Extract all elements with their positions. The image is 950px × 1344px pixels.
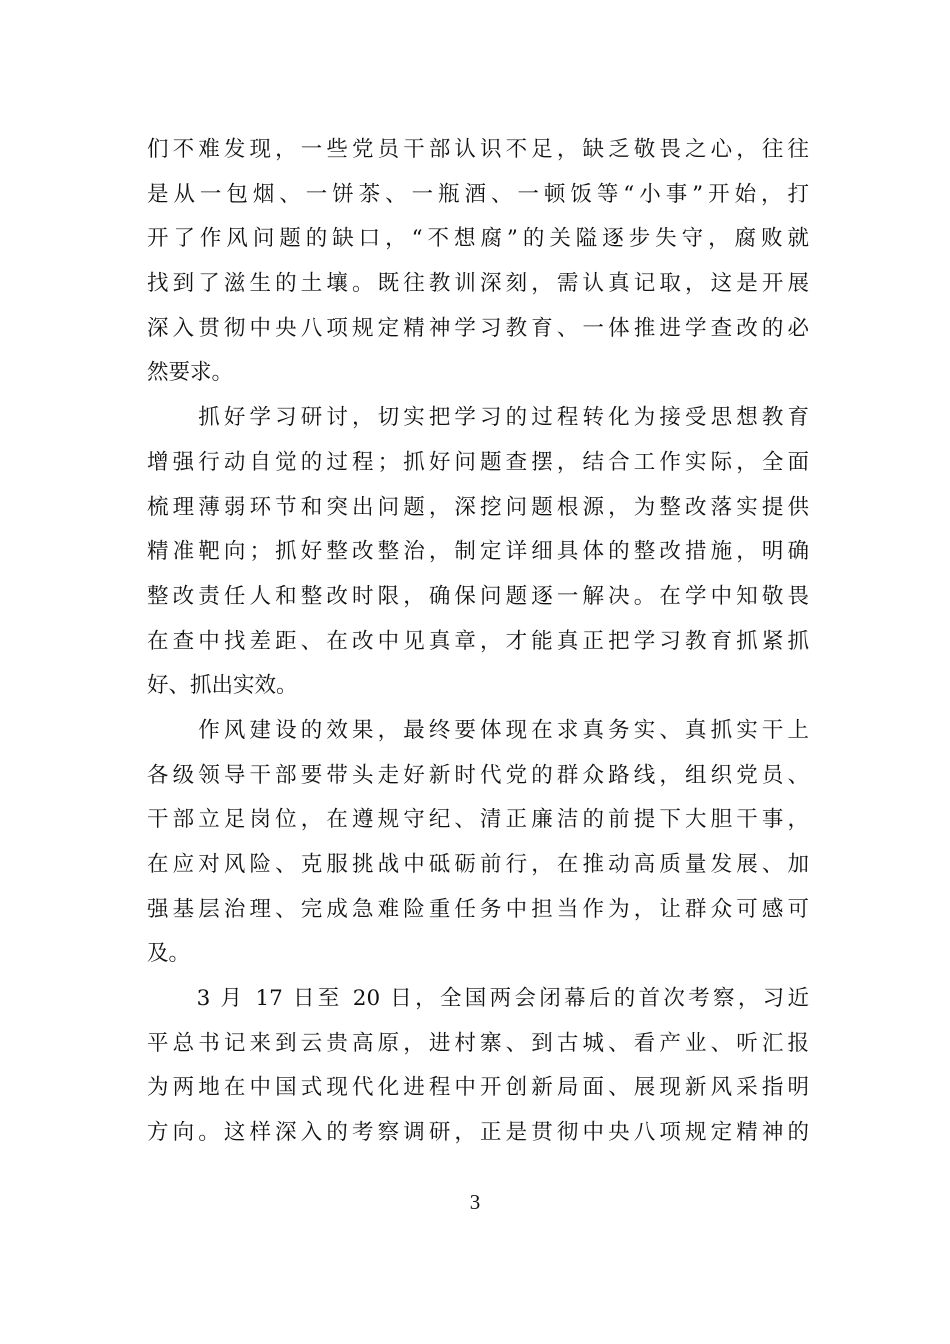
- text-line: 们不难发现，一些党员干部认识不足，缺乏敬畏之心，往往: [147, 137, 809, 162]
- text-line: 及。: [147, 941, 191, 967]
- text-line: 整改责任人和整改时限，确保问题逐一解决。在学中知敬畏: [147, 583, 809, 609]
- text-line: 平总书记来到云贵高原，进村寨、到古城、看产业、听汇报: [147, 1030, 809, 1056]
- text-line: 然要求。: [147, 360, 234, 386]
- text-line: 深入贯彻中央八项规定精神学习教育、一体推进学查改的必: [147, 315, 809, 341]
- text-line: 作风建设的效果，最终要体现在求真务实、真抓实干上: [147, 717, 809, 743]
- text-line: 梳理薄弱环节和突出问题，深挖问题根源，为整改落实提供: [147, 494, 809, 520]
- text-line: 在查中找差距、在改中见真章，才能真正把学习教育抓紧抓: [147, 628, 809, 654]
- text-line: 强基层治理、完成急难险重任务中担当作为，让群众可感可: [147, 896, 809, 922]
- text-line: 好、抓出实效。: [147, 673, 298, 699]
- text-line: 开了作风问题的缺口，“不想腐”的关隘逐步失守，腐败就: [147, 226, 809, 252]
- text-line: 抓好学习研讨，切实把学习的过程转化为接受思想教育: [147, 405, 809, 431]
- page-number: 3: [469, 1190, 481, 1214]
- text-line: 找到了滋生的土壤。既往教训深刻，需认真记取，这是开展: [147, 271, 809, 297]
- text-line: 方向。这样深入的考察调研，正是贯彻中央八项规定精神的: [147, 1120, 809, 1146]
- body-text: [147, 128, 809, 1156]
- text-line: 干部立足岗位，在遵规守纪、清正廉洁的前提下大胆干事，: [147, 807, 809, 833]
- text-line: 是从一包烟、一饼茶、一瓶酒、一顿饭等“小事”开始，打: [147, 181, 809, 207]
- text-line: 3 月 17 日至 20 日，全国两会闭幕后的首次考察，习近: [147, 986, 809, 1012]
- text-line: 在应对风险、克服挑战中砥砺前行，在推动高质量发展、加: [147, 852, 809, 877]
- text-line: 各级领导干部要带头走好新时代党的群众路线，组织党员、: [147, 762, 809, 788]
- text-line: 精准靶向；抓好整改整治，制定详细具体的整改措施，明确: [147, 539, 809, 565]
- text-line: 为两地在中国式现代化进程中开创新局面、展现新风采指明: [147, 1075, 809, 1101]
- text-line: 增强行动自觉的过程；抓好问题查摆，结合工作实际，全面: [147, 449, 809, 475]
